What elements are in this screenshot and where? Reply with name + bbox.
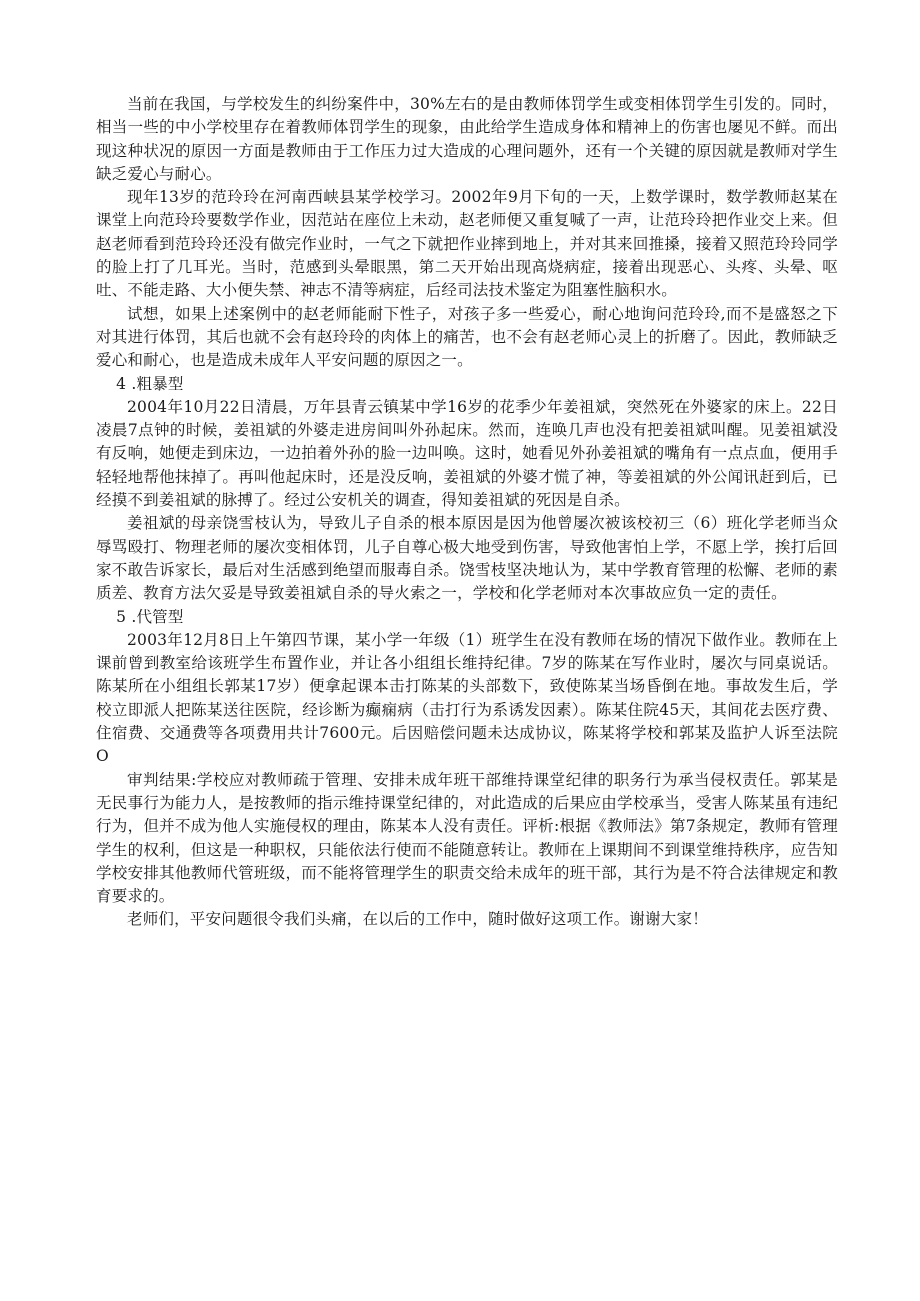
paragraph-mother-statement: 姜祖斌的母亲饶雪枝认为，导致儿子自杀的根本原因是因为他曾屡次被该校初三（6）班化学老师当众辱骂殴打、物理老师的屡次变相体罚，儿子自尊心极大地受到伤害，导致他害怕上学，不愿上学，挨打后回家不敢告诉家长，最后对生活感到绝望而服毒自杀。饶雪枝坚决地认为，某中学教育管理的松懈、老师的素质差、教育方法欠妥是导致姜祖斌自杀的导火索之一，学校和化学老师对本次事故应负一定的责任。	[96, 514, 838, 603]
paragraph-case-jiang-zubin: 2004年10月22日清晨，万年县青云镇某中学16岁的花季少年姜祖斌，突然死在外婆家的床上。22日凌晨7点钟的时候，姜祖斌的外婆走进房间叫外孙起床。然而，连唤几声也没有把姜祖斌叫醒。见姜祖斌没有反响，她便走到床边，一边拍着外孙的脸一边叫唤。这时，她看见外孙姜祖斌的嘴角有一点点血，便用手轻轻地帮他抹掉了。再叫他起床时，还是没反响，姜祖斌的外婆才慌了神，等姜祖斌的外公闻讯赶到后，已经摸不到姜祖斌的脉搏了。经过公安机关的调查，得知姜祖斌的死因是自杀。	[96, 397, 838, 510]
document-body	[96, 93, 838, 932]
section-heading-proxy: 5 .代管型	[116, 607, 184, 626]
paragraph-case-fan-lingling: 现年13岁的范玲玲在河南西峡县某学校学习。2002年9月下旬的一天，上数学课时，数学教师赵某在课堂上向范玲玲要数学作业，因范站在座位上未动，赵老师便又重复喊了一声，让范玲玲把作业交上来。但赵老师看到范玲玲还没有做完作业时，一气之下就把作业摔到地上，并对其来回推搡，接着又照范玲玲同学的脸上打了几耳光。当时，范感到头晕眼黑，第二天开始出现高烧病症，接着出现恶心、头疼、头晕、呕吐、不能走路、大小便失禁、神志不清等病症，后经司法技术鉴定为阻塞性脑积水。	[96, 188, 838, 300]
paragraph-case-chen: 2003年12月8日上午第四节课，某小学一年级（1）班学生在没有教师在场的情况下做作业。教师在上课前曾到教室给该班学生布置作业，并让各小组组长维持纪律。7岁的陈某在写作业时，屡次与同桌说话。陈某所在小组组长郭某17岁）便拿起课本击打陈某的头部数下，致使陈某当场昏倒在地。事故发生后，学校立即派人把陈某送往医院，经诊断为癫痫病（击打行为系诱发因素）。陈某住院45天，其间花去医疗费、住宿费、交通费等各项费用共计7600元。后因赔偿问题未达成协议，陈某将学校和郭某及监护人诉至法院O	[96, 630, 838, 766]
paragraph-closing: 老师们，平安问题很令我们头痛，在以后的工作中，随时做好这项工作。谢谢大家！	[127, 910, 708, 929]
section-heading-rough: 4 .粗暴型	[116, 374, 184, 393]
paragraph-judgment: 审判结果:学校应对教师疏于管理、安排未成年班干部维持课堂纪律的职务行为承当侵权责任。郭某是无民事行为能力人，是按教师的指示维持课堂纪律的，对此造成的后果应由学校承当，受害人陈某虽有违纪行为，但并不成为他人实施侵权的理由，陈某本人没有责任。评析:根据《教师法》第7条规定，教师有管理学生的权利，但这是一种职权，只能依法行使而不能随意转让。教师在上课期间不到课堂维持秩序，应告知学校安排其他教师代管班级，而不能将管理学生的职责交给未成年的班干部，其行为是不符合法律规定和教育要求的。	[96, 770, 838, 906]
paragraph-intro: 当前在我国，与学校发生的纠纷案件中，30%左右的是由教师体罚学生或变相体罚学生引发的。同时，相当一些的中小学校里存在着教师体罚学生的现象，由此给学生造成身体和精神上的伤害也屡见不鲜。而出现这种状况的原因一方面是教师由于工作压力过大造成的心理问题外，还有一个关键的原因就是教师对学生缺乏爱心与耐心。	[96, 95, 838, 183]
paragraph-reflection: 试想，如果上述案例中的赵老师能耐下性子，对孩子多一些爱心，耐心地询问范玲玲,而不是盛怒之下对其进行体罚，其后也就不会有赵玲玲的肉体上的痛苦，也不会有赵老师心灵上的折磨了。因此，教师缺乏爱心和耐心，也是造成未成年人平安问题的原因之一。	[96, 304, 838, 370]
